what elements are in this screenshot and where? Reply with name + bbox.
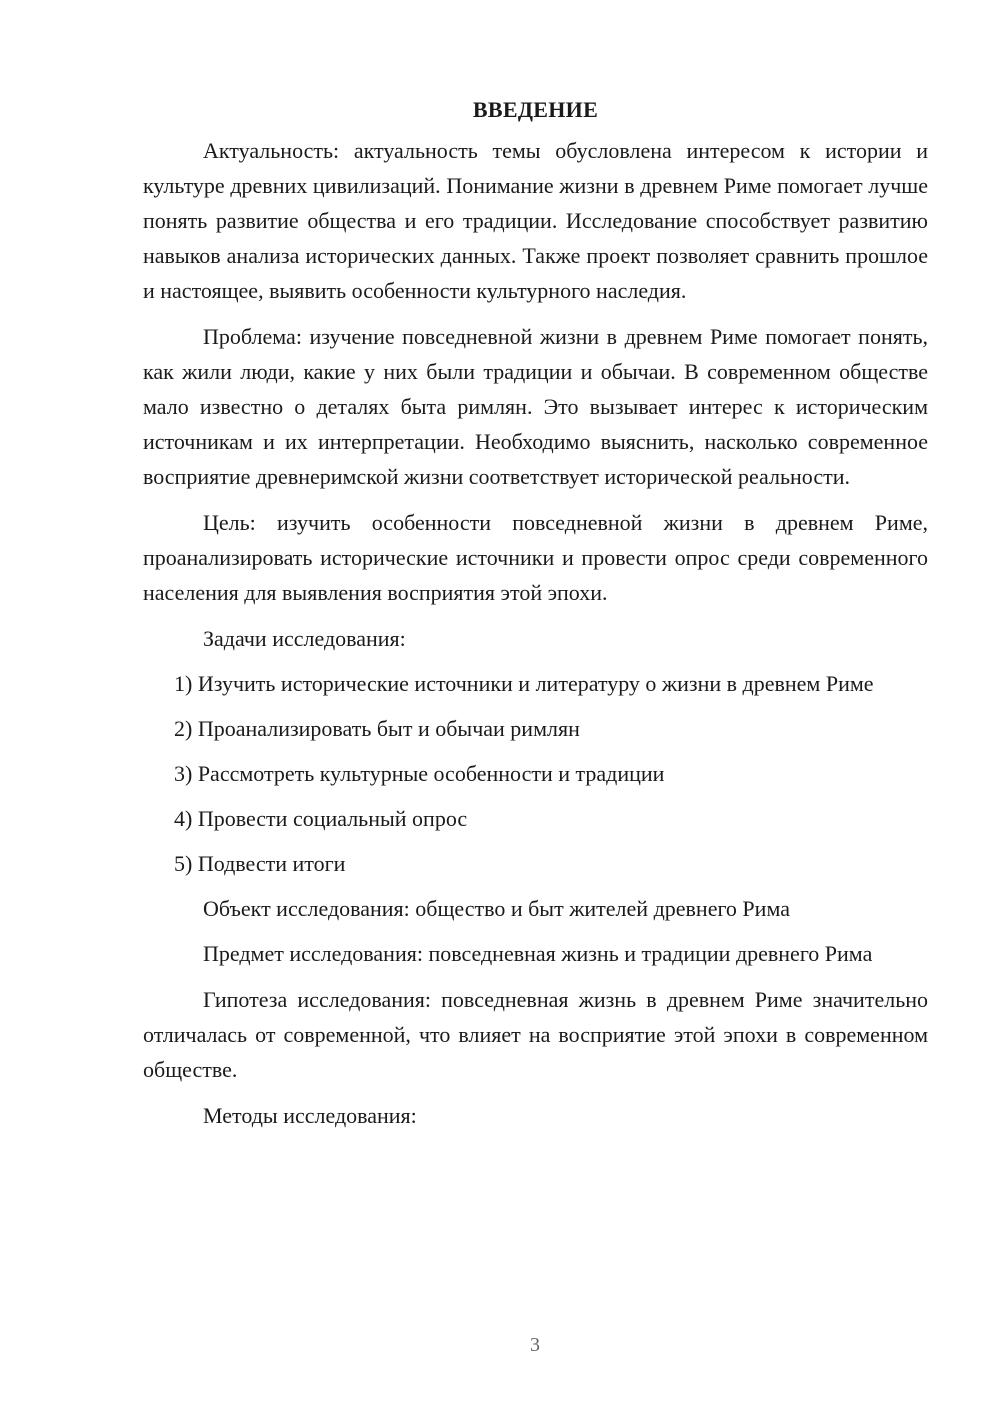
relevance-paragraph: Актуальность: актуальность темы обусловлена интересом к истории и культуре древних цивилизаций. Понимание жизни в древнем Риме помогает лучше понять развитие общества и его традиции. Исследование способствует развитию навыков анализа исторических данных. Также проект позволяет сравнить прошлое и настоящее, выявить особенности культурного наследия. [143, 138, 928, 303]
methods-heading: Методы исследования: [203, 1103, 417, 1128]
problem-paragraph: Проблема: изучение повседневной жизни в древнем Риме помогает понять, как жили люди, какие у них были традиции и обычаи. В современном обществе мало известно о деталях быта римлян. Это вызывает интерес к историческим источникам и их интерпретации. Необходимо выяснить, насколько современное восприятие древнеримской жизни соответствует исторической реальности. [143, 324, 928, 489]
hypothesis-paragraph: Гипотеза исследования: повседневная жизнь в древнем Риме значительно отличалась от современной, что влияет на восприятие этой эпохи в современном обществе. [143, 987, 928, 1082]
document-body [143, 95, 928, 1144]
goal-paragraph: Цель: изучить особенности повседневной жизни в древнем Риме, проанализировать исторические источники и провести опрос среди современного населения для выявления восприятия этой эпохи. [143, 510, 928, 605]
task-item: 1) Изучить исторические источники и литературу о жизни в древнем Риме [174, 671, 874, 696]
subject-paragraph: Предмет исследования: повседневная жизнь и традиции древнего Рима [203, 941, 873, 966]
page-number: 3 [530, 1334, 540, 1356]
task-item: 2) Проанализировать быт и обычаи римлян [174, 716, 580, 741]
task-item: 4) Провести социальный опрос [174, 806, 468, 831]
object-paragraph: Объект исследования: общество и быт жителей древнего Рима [203, 896, 790, 921]
tasks-heading: Задачи исследования: [203, 626, 406, 651]
task-item: 3) Рассмотреть культурные особенности и традиции [174, 761, 665, 786]
task-item: 5) Подвести итоги [174, 851, 346, 876]
section-title: ВВЕДЕНИЕ [472, 97, 599, 122]
